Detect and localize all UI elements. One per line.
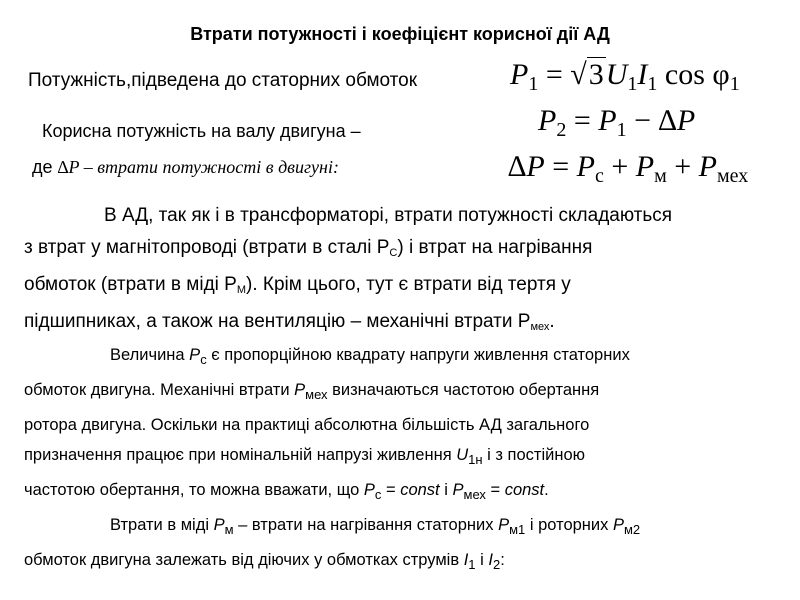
symbol: P: [498, 516, 510, 534]
text-span: і: [439, 481, 453, 499]
text-span: :: [500, 551, 505, 569]
paragraph-line: В АД, так як і в трансформаторі, втрати потужності складаються: [104, 205, 673, 226]
formula-subscript: 1: [729, 73, 740, 95]
symbol: const: [400, 481, 440, 499]
text-span: =: [485, 481, 505, 499]
subscript: м1: [509, 522, 526, 537]
sqrt-radicand: 3: [588, 58, 604, 91]
text-span: призначення працює при номінальній напрузі живлення: [24, 446, 457, 464]
formula-symbol: ∆P: [508, 150, 545, 183]
loss-label: [32, 157, 339, 178]
page-title: Втрати потужності і коефіцієнт корисної дії АД: [190, 24, 610, 44]
formula-operator: =: [544, 150, 577, 183]
subscript: м: [224, 522, 234, 537]
useful-power-label: Корисна потужність на валу двигуна –: [42, 121, 361, 141]
subscript: 2: [492, 557, 501, 572]
text-span: .: [544, 481, 549, 499]
paragraph-line: [24, 475, 794, 510]
subscript: мех: [463, 487, 486, 502]
symbol: P: [294, 381, 306, 399]
paragraph-line: [24, 375, 794, 410]
symbol: I: [463, 551, 469, 569]
loss-label-text: ∆P – втрати потужності в двигуні:: [57, 157, 339, 177]
formula-subscript: 1: [627, 73, 638, 95]
text-span: – втрати на нагрівання статорних: [233, 516, 499, 534]
text-span: обмоток двигуна. Механічні втрати: [24, 381, 295, 399]
subscript: 1н: [468, 452, 483, 467]
symbol: P: [213, 516, 225, 534]
formula-symbol: P: [576, 150, 595, 183]
paragraph-line: [24, 510, 794, 545]
formula-symbol: U: [605, 58, 628, 91]
subscript: м2: [623, 522, 641, 537]
text-span: Величина: [110, 346, 190, 364]
subscript: C: [389, 247, 398, 259]
formula-subscript: c: [594, 165, 604, 187]
text-span: =: [381, 481, 401, 499]
formula-operator: =: [566, 104, 599, 137]
formula-symbol: P: [538, 104, 557, 137]
paragraph-line: [24, 232, 784, 269]
formula-symbol: P: [635, 150, 655, 183]
formula-function: cos: [657, 58, 713, 91]
symbol: P: [189, 346, 201, 364]
formula-symbol: P: [510, 58, 529, 91]
formula-subscript: мех: [716, 165, 749, 187]
subscript: M: [236, 284, 246, 296]
formula-operator: +: [666, 150, 699, 183]
text-span: ) і втрат на нагрівання: [397, 237, 593, 258]
text-span: ). Крім цього, тут є втрати від тертя у: [246, 274, 571, 295]
input-power-label: Потужність,підведена до статорних обмоток: [28, 70, 418, 91]
formula-loss: [508, 150, 748, 188]
formula-operator: −: [626, 104, 659, 137]
formula-subscript: 2: [556, 119, 567, 141]
text-span: обмоток двигуна залежать від діючих у обмотках струмів: [24, 551, 464, 569]
text-span: визначаються частотою обертання: [327, 381, 600, 399]
formula-symbol: φ: [712, 58, 730, 91]
formula-subscript: м: [654, 165, 667, 187]
paragraph-line: [24, 269, 784, 306]
text-span: є пропорційною квадрату напруги живлення статорних: [206, 346, 630, 364]
symbol: P: [452, 481, 464, 499]
text-span: підшипниках, а також на вентиляцію – механічні втрати P: [24, 311, 531, 332]
text-span: обмоток (втрати в міді P: [24, 274, 237, 295]
paragraph-line: [24, 440, 794, 475]
formula-subscript: 1: [528, 73, 539, 95]
subscript: мех: [305, 387, 328, 402]
paragraph-line: [24, 340, 794, 375]
symbol: P: [612, 516, 624, 534]
paragraph-details: [24, 340, 794, 580]
text-span: Втрати в міді: [110, 516, 214, 534]
symbol: const: [504, 481, 545, 499]
text-span: і роторних: [525, 516, 613, 534]
formula-symbol: I: [637, 58, 648, 91]
formula-symbol: ∆P: [658, 104, 696, 137]
symbol: I: [488, 551, 493, 569]
paragraph-line: [24, 306, 784, 343]
loss-label-prefix: де: [32, 157, 58, 177]
text-span: .: [549, 311, 555, 332]
formula-input-power: [510, 58, 740, 96]
symbol: U: [456, 446, 469, 464]
sqrt-symbol: √3: [570, 58, 604, 91]
text-span: і: [475, 551, 489, 569]
subscript: c: [200, 352, 207, 367]
paragraph-line: [24, 545, 794, 580]
subscript: мех: [530, 321, 550, 333]
paragraph-line: ротора двигуна. Оскільки на практиці абсолютна більшість АД загального: [24, 416, 590, 434]
subscript: 1: [468, 557, 476, 572]
formula-operator: +: [603, 150, 636, 183]
formula-symbol: P: [598, 104, 617, 137]
text-span: частотою обертання, то можна вважати, що: [24, 481, 364, 499]
text-span: і з постійною: [482, 446, 586, 464]
subscript: c: [374, 487, 382, 502]
formula-subscript: 1: [616, 119, 627, 141]
symbol: P: [363, 481, 375, 499]
formula-symbol: P: [698, 150, 717, 183]
paragraph-losses: [24, 200, 784, 343]
formula-useful-power: [538, 104, 695, 142]
formula-subscript: 1: [647, 73, 658, 95]
formula-operator: =: [538, 58, 571, 91]
text-span: з втрат у магнітопроводі (втрати в сталі P: [24, 237, 390, 258]
